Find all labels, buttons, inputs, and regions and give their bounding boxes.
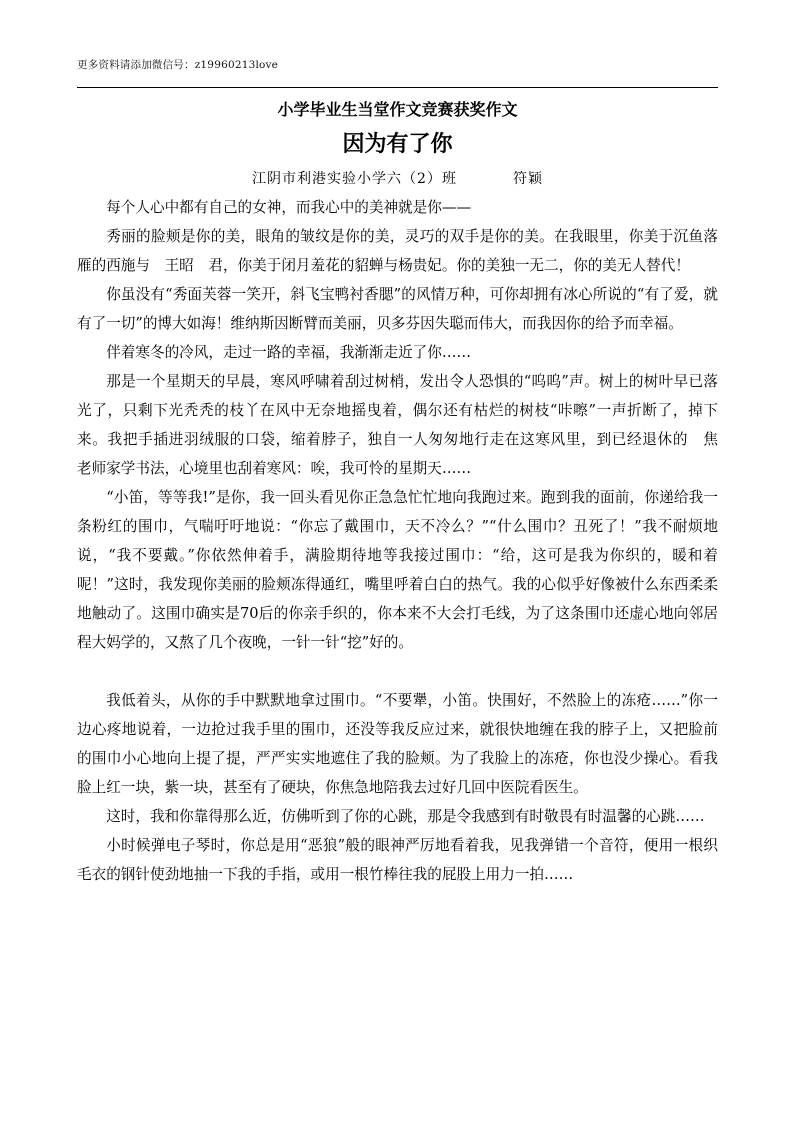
header-note: 更多资料请添加微信号：z19960213love [77,59,279,71]
document-subtitle: 小学毕业生当堂作文竞赛获奖作文 [277,100,518,119]
author-line [77,168,718,188]
paragraph-9: 小时候弹电子琴时，你总是用“恶狼”般的眼神严厉地看着我，见我弹错一个音符，便用一根织毛衣的钢针使劲地抽一下我的手指，或用一根竹棒往我的屁股上用力一拍…… [77,837,718,883]
paragraph-3: 你虽没有“秀面芙蓉一笑开，斜飞宝鸭衬香腮”的风情万种，可你却拥有冰心所说的“有了爱，就有了一切”的博大如海！维纳斯因断臂而美丽，贝多芬因失聪而伟大，而我因你的给予而幸福。 [77,286,718,332]
header-divider [77,87,718,88]
author-name: 符颖 [512,171,543,187]
paragraph-8: 这时，我和你靠得那么近，仿佛听到了你的心跳，那是令我感到有时敬畏有时温馨的心跳…… [106,808,705,825]
blank-line [77,657,718,686]
paragraph-2: 秀丽的脸颊是你的美，眼角的皱纹是你的美，灵巧的双手是你的美。在我眼里，你美于沉鱼落雁的西施与 王昭 君，你美于闭月羞花的貂蝉与杨贵妃。你的美独一无二，你的美无人替代！ [77,228,718,274]
author-school: 江阴市利港实验小学六（2）班 [252,171,457,187]
paragraph-5: 那是一个星期天的早晨，寒风呼啸着刮过树梢，发出令人恐惧的“呜呜”声。树上的树叶早已落光了，只剩下光秃秃的枝丫在风中无奈地摇曳着，偶尔还有枯烂的树枝“咔嚓”一声折断了，掉下来。我把手插进羽绒服的口袋，缩着脖子，独自一人匆匆地行走在这寒风里，到已经退休的 焦 老师家学书法，心境里也刮着寒风：唉，我可怜的星期天…… [77,373,733,477]
paragraph-1: 每个人心中都有自己的女神，而我心中的美神就是你—— [106,199,472,216]
paragraph-7: 我低着头，从你的手中默默地拿过围巾。“不要犟，小笛。快围好，不然脸上的冻疮……”你一边心疼地说着，一边抢过我手里的围巾，还没等我反应过来，就很快地缠在我的脖子上，又把脸前的围巾小心地向上提了提，严严实实地遮住了我的脸颊。为了我脸上的冻疮，你也没少操心。看我脸上红一块，紫一块，甚至有了硬块，你焦急地陪我去过好几回中医院看医生。 [77,692,718,796]
document-title: 因为有了你 [342,132,453,157]
essay-body [77,193,733,889]
paragraph-6: “小笛，等等我!”是你，我一回头看见你正急急忙忙地向我跑过来。跑到我的面前，你递给我一条粉红的围巾，气喘吁吁地说：“你忘了戴围巾，天不冷么？”“什么围巾？丑死了！”我不耐烦地说，“我不要戴。”你依然伸着手，满脸期待地等我接过围巾：“给，这可是我为你织的，暖和着呢！”这时，我发现你美丽的脸颊冻得通红，嘴里呼着白白的热气。我的心似乎好像被什么东西柔柔地触动了。这围巾确实是70后的你亲手织的，你本来不大会打毛线，为了这条围巾还虚心地向邻居程大妈学的，又熬了几个夜晚，一针一针“挖”好的。 [77,489,718,651]
paragraph-4: 伴着寒冬的冷风，走过一路的幸福，我渐渐走近了你…… [106,344,472,361]
